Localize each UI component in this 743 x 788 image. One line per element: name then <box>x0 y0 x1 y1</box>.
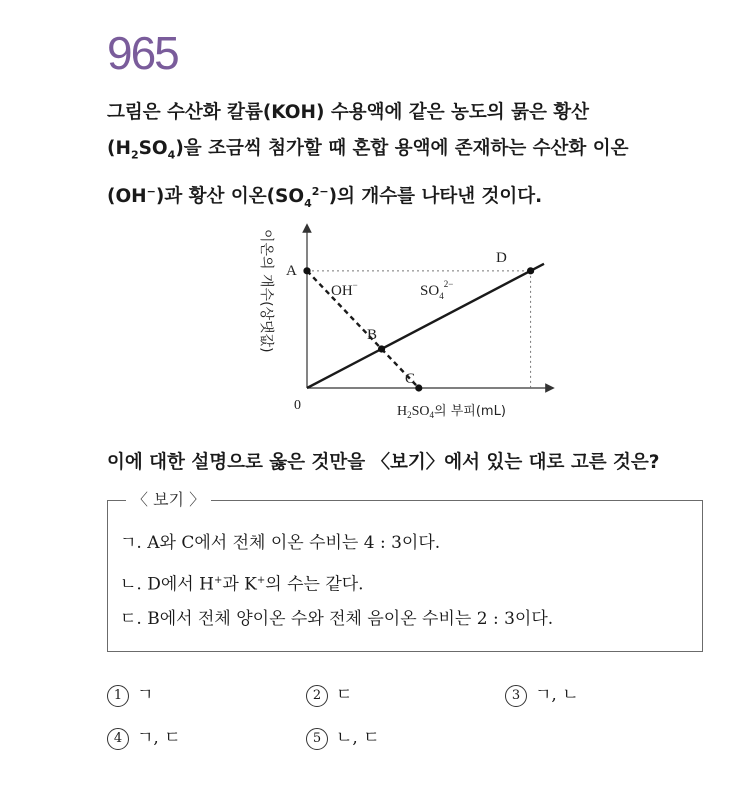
option-3[interactable]: 3 ㄱ, ㄴ <box>505 683 579 707</box>
point-d <box>527 267 534 274</box>
option-2-number: 2 <box>306 685 328 707</box>
origin-label: 0 <box>294 398 301 413</box>
stem-line-3: (OH−)과 황산 이온$(SO_4^{2-})$의 개수를 나타낸 것이다. <box>107 184 543 210</box>
point-b <box>378 345 385 352</box>
y-axis-label: 이온의 개수(상댓값) <box>258 229 274 353</box>
stem-line-1: 그림은 수산화 칼륨(KOH) 수용액에 같은 농도의 묽은 황산 <box>107 102 590 123</box>
question-prompt: 이에 대한 설명으로 옳은 것만을 〈보기〉에서 있는 대로 고른 것은? <box>107 452 660 473</box>
bogi-box <box>107 490 703 652</box>
statement-a: ㄱ. A와 C에서 전체 이온 수비는 4 : 3이다. <box>120 533 441 553</box>
statement-c: ㄷ. B에서 전체 양이온 수와 전체 음이온 수비는 2 : 3이다. <box>120 609 554 629</box>
point-c-label: C <box>405 371 416 387</box>
ion-count-chart <box>240 222 560 427</box>
option-5[interactable]: 5 ㄴ, ㄷ <box>306 726 380 750</box>
option-4-number: 4 <box>107 728 129 750</box>
point-a-label: A <box>286 263 297 279</box>
option-1[interactable]: 1 ㄱ <box>107 683 153 707</box>
series-so4-label: $SO_4^{2-}$ <box>420 279 454 301</box>
series-oh-line <box>307 271 419 388</box>
option-5-number: 5 <box>306 728 328 750</box>
option-2[interactable]: 2 ㄷ <box>306 683 352 707</box>
point-b-label: B <box>367 327 378 343</box>
option-4[interactable]: 4 ㄱ, ㄷ <box>107 726 181 750</box>
stem-line-2: $(H_2SO_4)$을 조금씩 첨가할 때 혼합 용액에 존재하는 수산화 이온 <box>107 138 629 162</box>
point-c <box>415 384 422 391</box>
x-axis-label: $H_2SO_4$의 부피(mL) <box>397 404 506 420</box>
series-oh-label: OH− <box>331 280 358 299</box>
option-3-number: 3 <box>505 685 527 707</box>
question-number: 965 <box>107 27 178 79</box>
option-1-number: 1 <box>107 685 129 707</box>
question-stem <box>107 95 711 222</box>
bogi-title: 〈 보기 〉 <box>126 488 211 512</box>
point-a <box>303 267 310 274</box>
point-d-label: D <box>496 250 507 266</box>
statement-b: ㄴ. D에서 H+과 K+의 수는 같다. <box>120 574 364 595</box>
